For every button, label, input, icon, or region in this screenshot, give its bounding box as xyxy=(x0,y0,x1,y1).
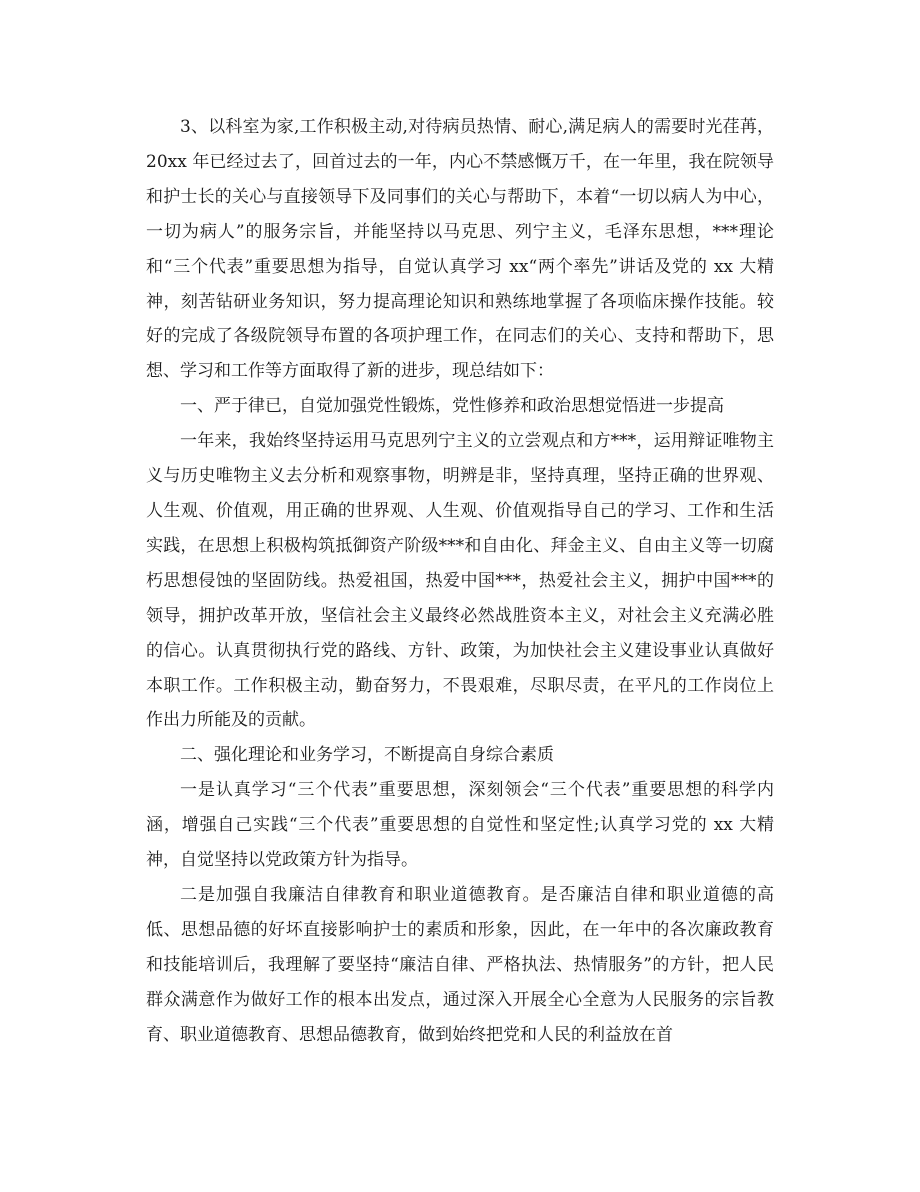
section-heading-2: 二、强化理论和业务学习，不断提高自身综合素质 xyxy=(180,745,554,766)
paragraph-study-1: 一是认真学习“三个代表”重要思想，深刻领会“三个代表”重要思想的科学内涵，增强自己实践“三个代表”重要思想的自觉性和坚定性;认真学习党的 xx 大精神，自觉坚持以党政策方针为指导。 xyxy=(146,780,774,871)
paragraph-intro: 3、以科室为家,工作积极主动,对待病员热情、耐心,满足病人的需要时光荏苒，20xx 年已经过去了，回首过去的一年，内心不禁感慨万千，在一年里，我在院领导和护士长的关心与直接领导下及同事们的关心与帮助下，本着“一切以病人为中心，一切为病人”的服务宗旨，并能坚持以马克思、列宁主义，毛泽东思想，***理论和“三个代表”重要思想为指导，自觉认真学习 xx“两个率先”讲话及党的 xx 大精神，刻苦钻研业务知识，努力提高理论知识和熟练地掌握了各项临床操作技能。较好的完成了各级院领导布置的各项护理工作，在同志们的关心、支持和帮助下，思想、学习和工作等方面取得了新的进步，现总结如下： xyxy=(146,117,774,382)
section-heading-1: 一、严于律已，自觉加强党性锻炼，党性修养和政治思想觉悟进一步提高 xyxy=(180,396,724,417)
document-body xyxy=(146,110,774,1052)
paragraph-study-2: 二是加强自我廉洁自律教育和职业道德教育。是否廉洁自律和职业道德的高低、思想品德的好坏直接影响护士的素质和形象，因此，在一年中的各次廉政教育和技能培训后，我理解了要坚持“廉洁自律、严格执法、热情服务”的方针，把人民群众满意作为做好工作的根本出发点，通过深入开展全心全意为人民服务的宗旨教育、职业道德教育、思想品德教育，做到始终把党和人民的利益放在首 xyxy=(146,884,774,1045)
paragraph-section-1: 一年来，我始终坚持运用马克思列宁主义的立尝观点和方***，运用辩证唯物主义与历史唯物主义去分析和观察事物，明辨是非，坚持真理，坚持正确的世界观、人生观、价值观，用正确的世界观、人生观、价值观指导自己的学习、工作和生活实践，在思想上积极构筑抵御资产阶级***和自由化、拜金主义、自由主义等一切腐朽思想侵蚀的坚固防线。热爱祖国，热爱中国***，热爱社会主义，拥护中国***的领导，拥护改革开放，坚信社会主义最终必然战胜资本主义，对社会主义充满必胜的信心。认真贯彻执行党的路线、方针、政策，为加快社会主义建设事业认真做好本职工作。工作积极主动，勤奋努力，不畏艰难，尽职尽责，在平凡的工作岗位上作出力所能及的贡献。 xyxy=(146,431,774,731)
